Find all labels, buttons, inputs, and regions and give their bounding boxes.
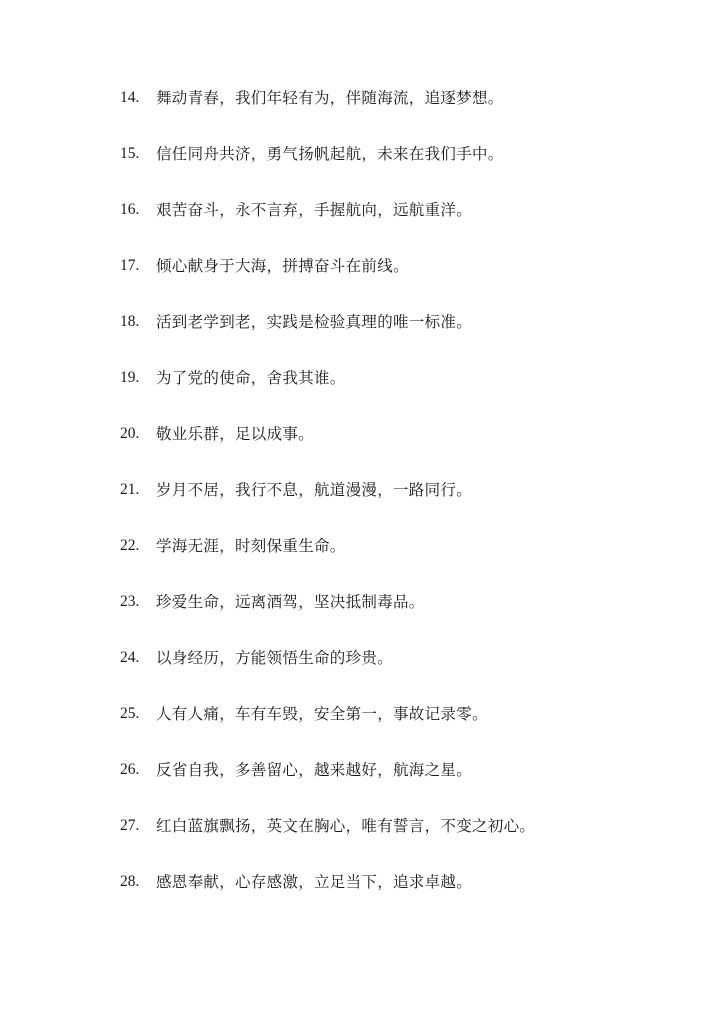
item-text: 珍爱生命，远离酒驾，坚决抵制毒品。 — [156, 593, 425, 611]
item-text: 倾心献身于大海，拼搏奋斗在前线。 — [156, 257, 409, 275]
list-item — [120, 534, 680, 590]
item-number: 22. — [120, 537, 140, 554]
list-item — [120, 422, 680, 478]
list-item — [120, 142, 680, 198]
list-item — [120, 646, 680, 702]
item-number: 19. — [120, 369, 140, 386]
item-number: 14. — [120, 89, 140, 106]
item-text: 舞动青春，我们年轻有为，伴随海流，追逐梦想。 — [156, 89, 504, 107]
list-item — [120, 254, 680, 310]
item-number: 24. — [120, 649, 140, 666]
item-number: 17. — [120, 257, 140, 274]
item-text: 为了党的使命，舍我其谁。 — [156, 369, 346, 387]
item-number: 27. — [120, 817, 140, 834]
item-number: 18. — [120, 313, 140, 330]
item-text: 红白蓝旗飘扬，英文在胸心，唯有誓言，不变之初心。 — [156, 817, 536, 835]
item-text: 感恩奉献，心存感激，立足当下，追求卓越。 — [156, 873, 473, 891]
item-number: 25. — [120, 705, 140, 722]
item-text: 反省自我，多善留心，越来越好，航海之星。 — [156, 761, 473, 779]
list-item — [120, 814, 680, 870]
item-number: 16. — [120, 201, 140, 218]
item-number: 20. — [120, 425, 140, 442]
list-item — [120, 366, 680, 422]
list-item — [120, 590, 680, 646]
item-number: 26. — [120, 761, 140, 778]
item-text: 以身经历，方能领悟生命的珍贵。 — [156, 649, 394, 667]
list-item — [120, 702, 680, 758]
item-text: 艰苦奋斗，永不言弃，手握航向，远航重洋。 — [156, 201, 473, 219]
item-text: 敬业乐群，足以成事。 — [156, 425, 315, 443]
item-text: 人有人痛，车有车毁，安全第一，事故记录零。 — [156, 705, 488, 723]
item-number: 21. — [120, 481, 140, 498]
item-text: 信任同舟共济，勇气扬帆起航，未来在我们手中。 — [156, 145, 504, 163]
item-number: 15. — [120, 145, 140, 162]
list-item — [120, 870, 680, 926]
item-number: 23. — [120, 593, 140, 610]
list-item — [120, 758, 680, 814]
slogan-list — [120, 86, 680, 926]
list-item — [120, 478, 680, 534]
item-text: 学海无涯，时刻保重生命。 — [156, 537, 346, 555]
item-text: 活到老学到老，实践是检验真理的唯一标准。 — [156, 313, 473, 331]
list-item — [120, 86, 680, 142]
item-number: 28. — [120, 873, 140, 890]
list-item — [120, 198, 680, 254]
list-item — [120, 310, 680, 366]
item-text: 岁月不居，我行不息，航道漫漫，一路同行。 — [156, 481, 473, 499]
